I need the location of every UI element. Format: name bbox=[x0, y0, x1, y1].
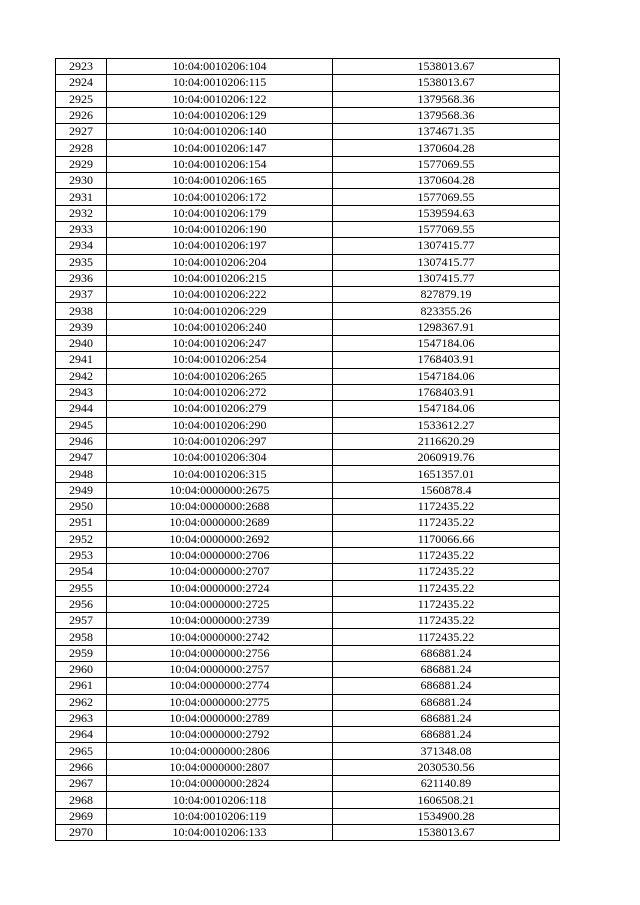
table-row bbox=[56, 124, 560, 140]
cadastral-value-cell: 1370604.28 bbox=[333, 140, 560, 156]
table-row bbox=[56, 727, 560, 743]
row-number-cell: 2965 bbox=[56, 743, 107, 759]
table-row bbox=[56, 792, 560, 808]
cadastral-number-cell: 10:04:0010206:240 bbox=[107, 319, 333, 335]
row-number-cell: 2941 bbox=[56, 352, 107, 368]
row-number-cell: 2928 bbox=[56, 140, 107, 156]
row-number-cell: 2966 bbox=[56, 759, 107, 775]
cadastral-value-cell: 1547184.06 bbox=[333, 401, 560, 417]
cadastral-number-cell: 10:04:0000000:2824 bbox=[107, 776, 333, 792]
row-number-cell: 2942 bbox=[56, 368, 107, 384]
cadastral-value-cell: 1577069.55 bbox=[333, 156, 560, 172]
table-row bbox=[56, 287, 560, 303]
cadastral-value-cell: 2060919.76 bbox=[333, 450, 560, 466]
cadastral-number-cell: 10:04:0000000:2789 bbox=[107, 710, 333, 726]
row-number-cell: 2964 bbox=[56, 727, 107, 743]
table-row bbox=[56, 205, 560, 221]
row-number-cell: 2925 bbox=[56, 91, 107, 107]
table-row bbox=[56, 91, 560, 107]
cadastral-value-cell: 686881.24 bbox=[333, 661, 560, 677]
row-number-cell: 2930 bbox=[56, 173, 107, 189]
table-row bbox=[56, 596, 560, 612]
table-row bbox=[56, 580, 560, 596]
row-number-cell: 2936 bbox=[56, 270, 107, 286]
cadastral-number-cell: 10:04:0010206:204 bbox=[107, 254, 333, 270]
cadastral-value-cell: 1172435.22 bbox=[333, 499, 560, 515]
cadastral-value-cell: 686881.24 bbox=[333, 694, 560, 710]
cadastral-number-cell: 10:04:0000000:2724 bbox=[107, 580, 333, 596]
cadastral-number-cell: 10:04:0000000:2742 bbox=[107, 629, 333, 645]
cadastral-value-cell: 2030530.56 bbox=[333, 759, 560, 775]
table-row bbox=[56, 336, 560, 352]
cadastral-value-table bbox=[55, 58, 560, 841]
cadastral-value-cell: 823355.26 bbox=[333, 303, 560, 319]
cadastral-number-cell: 10:04:0010206:215 bbox=[107, 270, 333, 286]
cadastral-number-cell: 10:04:0010206:154 bbox=[107, 156, 333, 172]
cadastral-value-cell: 621140.89 bbox=[333, 776, 560, 792]
table-row bbox=[56, 466, 560, 482]
row-number-cell: 2960 bbox=[56, 661, 107, 677]
cadastral-number-cell: 10:04:0010206:115 bbox=[107, 75, 333, 91]
table-row bbox=[56, 629, 560, 645]
row-number-cell: 2944 bbox=[56, 401, 107, 417]
row-number-cell: 2952 bbox=[56, 531, 107, 547]
row-number-cell: 2923 bbox=[56, 59, 107, 75]
table-row bbox=[56, 759, 560, 775]
cadastral-value-cell: 1538013.67 bbox=[333, 824, 560, 840]
cadastral-number-cell: 10:04:0010206:133 bbox=[107, 824, 333, 840]
cadastral-number-cell: 10:04:0000000:2739 bbox=[107, 613, 333, 629]
row-number-cell: 2951 bbox=[56, 515, 107, 531]
cadastral-value-cell: 686881.24 bbox=[333, 710, 560, 726]
row-number-cell: 2935 bbox=[56, 254, 107, 270]
table-row bbox=[56, 743, 560, 759]
cadastral-value-cell: 1577069.55 bbox=[333, 221, 560, 237]
cadastral-value-cell: 1172435.22 bbox=[333, 629, 560, 645]
cadastral-number-cell: 10:04:0000000:2689 bbox=[107, 515, 333, 531]
cadastral-value-cell: 1768403.91 bbox=[333, 384, 560, 400]
cadastral-number-cell: 10:04:0010206:229 bbox=[107, 303, 333, 319]
cadastral-value-cell: 1533612.27 bbox=[333, 417, 560, 433]
cadastral-value-cell: 1560878.4 bbox=[333, 482, 560, 498]
table-row bbox=[56, 140, 560, 156]
row-number-cell: 2931 bbox=[56, 189, 107, 205]
table-row bbox=[56, 808, 560, 824]
row-number-cell: 2968 bbox=[56, 792, 107, 808]
cadastral-number-cell: 10:04:0000000:2792 bbox=[107, 727, 333, 743]
table-row bbox=[56, 254, 560, 270]
cadastral-value-cell: 1172435.22 bbox=[333, 515, 560, 531]
row-number-cell: 2948 bbox=[56, 466, 107, 482]
cadastral-value-cell: 1539594.63 bbox=[333, 205, 560, 221]
cadastral-value-cell: 1307415.77 bbox=[333, 254, 560, 270]
row-number-cell: 2967 bbox=[56, 776, 107, 792]
table-row bbox=[56, 319, 560, 335]
row-number-cell: 2970 bbox=[56, 824, 107, 840]
row-number-cell: 2939 bbox=[56, 319, 107, 335]
row-number-cell: 2969 bbox=[56, 808, 107, 824]
cadastral-number-cell: 10:04:0010206:247 bbox=[107, 336, 333, 352]
row-number-cell: 2954 bbox=[56, 564, 107, 580]
cadastral-number-cell: 10:04:0000000:2692 bbox=[107, 531, 333, 547]
cadastral-value-cell: 1374671.35 bbox=[333, 124, 560, 140]
row-number-cell: 2946 bbox=[56, 433, 107, 449]
cadastral-number-cell: 10:04:0010206:315 bbox=[107, 466, 333, 482]
table-row bbox=[56, 678, 560, 694]
row-number-cell: 2940 bbox=[56, 336, 107, 352]
cadastral-value-cell: 1651357.01 bbox=[333, 466, 560, 482]
table-row bbox=[56, 384, 560, 400]
cadastral-value-cell: 1170066.66 bbox=[333, 531, 560, 547]
cadastral-number-cell: 10:04:0000000:2706 bbox=[107, 547, 333, 563]
cadastral-value-cell: 1538013.67 bbox=[333, 75, 560, 91]
row-number-cell: 2924 bbox=[56, 75, 107, 91]
cadastral-value-cell: 1577069.55 bbox=[333, 189, 560, 205]
table-row bbox=[56, 107, 560, 123]
table-row bbox=[56, 645, 560, 661]
row-number-cell: 2956 bbox=[56, 596, 107, 612]
cadastral-value-cell: 1172435.22 bbox=[333, 613, 560, 629]
row-number-cell: 2950 bbox=[56, 499, 107, 515]
table-row bbox=[56, 499, 560, 515]
row-number-cell: 2926 bbox=[56, 107, 107, 123]
table-row bbox=[56, 417, 560, 433]
cadastral-value-cell: 1370604.28 bbox=[333, 173, 560, 189]
cadastral-number-cell: 10:04:0000000:2807 bbox=[107, 759, 333, 775]
cadastral-number-cell: 10:04:0000000:2675 bbox=[107, 482, 333, 498]
table-body bbox=[56, 59, 560, 841]
cadastral-number-cell: 10:04:0010206:147 bbox=[107, 140, 333, 156]
table-row bbox=[56, 547, 560, 563]
cadastral-value-cell: 1606508.21 bbox=[333, 792, 560, 808]
cadastral-value-cell: 1768403.91 bbox=[333, 352, 560, 368]
cadastral-value-cell: 1379568.36 bbox=[333, 91, 560, 107]
row-number-cell: 2961 bbox=[56, 678, 107, 694]
row-number-cell: 2934 bbox=[56, 238, 107, 254]
row-number-cell: 2963 bbox=[56, 710, 107, 726]
cadastral-number-cell: 10:04:0010206:265 bbox=[107, 368, 333, 384]
cadastral-value-cell: 1538013.67 bbox=[333, 59, 560, 75]
cadastral-value-cell: 2116620.29 bbox=[333, 433, 560, 449]
table-row bbox=[56, 694, 560, 710]
table-row bbox=[56, 824, 560, 840]
row-number-cell: 2929 bbox=[56, 156, 107, 172]
cadastral-value-cell: 1534900.28 bbox=[333, 808, 560, 824]
cadastral-value-cell: 1172435.22 bbox=[333, 547, 560, 563]
cadastral-value-cell: 1172435.22 bbox=[333, 596, 560, 612]
cadastral-number-cell: 10:04:0000000:2688 bbox=[107, 499, 333, 515]
table-row bbox=[56, 710, 560, 726]
row-number-cell: 2943 bbox=[56, 384, 107, 400]
table-row bbox=[56, 433, 560, 449]
cadastral-number-cell: 10:04:0010206:197 bbox=[107, 238, 333, 254]
table-row bbox=[56, 75, 560, 91]
cadastral-value-cell: 1172435.22 bbox=[333, 564, 560, 580]
cadastral-number-cell: 10:04:0000000:2725 bbox=[107, 596, 333, 612]
cadastral-number-cell: 10:04:0010206:272 bbox=[107, 384, 333, 400]
cadastral-number-cell: 10:04:0010206:122 bbox=[107, 91, 333, 107]
table-row bbox=[56, 303, 560, 319]
row-number-cell: 2959 bbox=[56, 645, 107, 661]
cadastral-number-cell: 10:04:0000000:2775 bbox=[107, 694, 333, 710]
row-number-cell: 2927 bbox=[56, 124, 107, 140]
table-row bbox=[56, 59, 560, 75]
table-row bbox=[56, 238, 560, 254]
cadastral-number-cell: 10:04:0010206:140 bbox=[107, 124, 333, 140]
row-number-cell: 2947 bbox=[56, 450, 107, 466]
table-row bbox=[56, 156, 560, 172]
row-number-cell: 2957 bbox=[56, 613, 107, 629]
cadastral-number-cell: 10:04:0000000:2707 bbox=[107, 564, 333, 580]
cadastral-number-cell: 10:04:0010206:254 bbox=[107, 352, 333, 368]
cadastral-value-cell: 686881.24 bbox=[333, 645, 560, 661]
cadastral-value-cell: 1307415.77 bbox=[333, 270, 560, 286]
row-number-cell: 2955 bbox=[56, 580, 107, 596]
table-row bbox=[56, 352, 560, 368]
cadastral-value-cell: 1547184.06 bbox=[333, 368, 560, 384]
row-number-cell: 2938 bbox=[56, 303, 107, 319]
cadastral-number-cell: 10:04:0010206:290 bbox=[107, 417, 333, 433]
table-row bbox=[56, 531, 560, 547]
row-number-cell: 2945 bbox=[56, 417, 107, 433]
row-number-cell: 2937 bbox=[56, 287, 107, 303]
cadastral-number-cell: 10:04:0010206:119 bbox=[107, 808, 333, 824]
cadastral-number-cell: 10:04:0010206:172 bbox=[107, 189, 333, 205]
cadastral-number-cell: 10:04:0010206:104 bbox=[107, 59, 333, 75]
cadastral-number-cell: 10:04:0000000:2774 bbox=[107, 678, 333, 694]
cadastral-value-cell: 827879.19 bbox=[333, 287, 560, 303]
table-row bbox=[56, 173, 560, 189]
cadastral-number-cell: 10:04:0010206:304 bbox=[107, 450, 333, 466]
cadastral-value-cell: 1379568.36 bbox=[333, 107, 560, 123]
cadastral-number-cell: 10:04:0010206:190 bbox=[107, 221, 333, 237]
cadastral-number-cell: 10:04:0010206:179 bbox=[107, 205, 333, 221]
cadastral-value-cell: 371348.08 bbox=[333, 743, 560, 759]
cadastral-value-cell: 1547184.06 bbox=[333, 336, 560, 352]
row-number-cell: 2958 bbox=[56, 629, 107, 645]
cadastral-number-cell: 10:04:0010206:222 bbox=[107, 287, 333, 303]
row-number-cell: 2953 bbox=[56, 547, 107, 563]
cadastral-value-cell: 686881.24 bbox=[333, 727, 560, 743]
cadastral-number-cell: 10:04:0010206:165 bbox=[107, 173, 333, 189]
cadastral-value-cell: 1298367.91 bbox=[333, 319, 560, 335]
table-row bbox=[56, 189, 560, 205]
cadastral-value-cell: 686881.24 bbox=[333, 678, 560, 694]
cadastral-number-cell: 10:04:0010206:118 bbox=[107, 792, 333, 808]
cadastral-number-cell: 10:04:0000000:2756 bbox=[107, 645, 333, 661]
table-row bbox=[56, 776, 560, 792]
table-row bbox=[56, 613, 560, 629]
table-row bbox=[56, 368, 560, 384]
table-row bbox=[56, 564, 560, 580]
row-number-cell: 2932 bbox=[56, 205, 107, 221]
row-number-cell: 2949 bbox=[56, 482, 107, 498]
row-number-cell: 2962 bbox=[56, 694, 107, 710]
cadastral-number-cell: 10:04:0010206:297 bbox=[107, 433, 333, 449]
cadastral-number-cell: 10:04:0010206:279 bbox=[107, 401, 333, 417]
cadastral-value-cell: 1172435.22 bbox=[333, 580, 560, 596]
cadastral-number-cell: 10:04:0010206:129 bbox=[107, 107, 333, 123]
cadastral-value-cell: 1307415.77 bbox=[333, 238, 560, 254]
table-row bbox=[56, 270, 560, 286]
row-number-cell: 2933 bbox=[56, 221, 107, 237]
cadastral-number-cell: 10:04:0000000:2806 bbox=[107, 743, 333, 759]
cadastral-number-cell: 10:04:0000000:2757 bbox=[107, 661, 333, 677]
table-row bbox=[56, 401, 560, 417]
table-row bbox=[56, 482, 560, 498]
table-row bbox=[56, 661, 560, 677]
table-row bbox=[56, 450, 560, 466]
table-row bbox=[56, 515, 560, 531]
table-row bbox=[56, 221, 560, 237]
